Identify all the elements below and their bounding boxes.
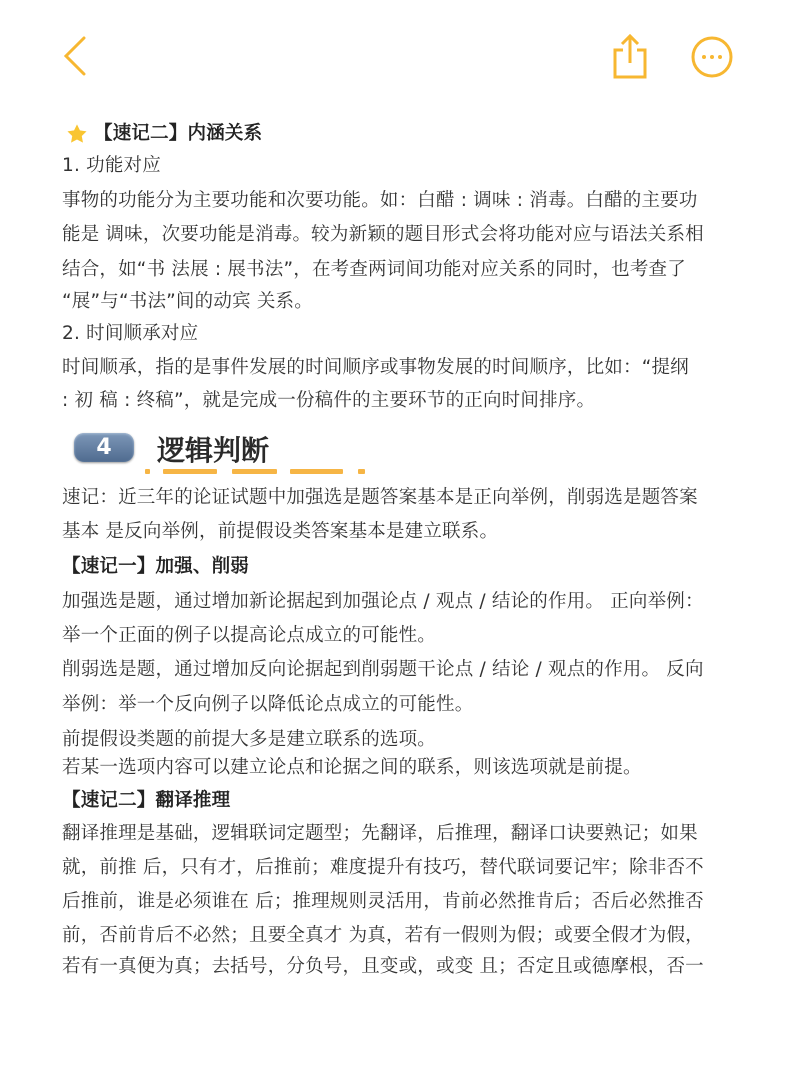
paragraph-line: 若某一选项内容可以建立论点和论据之间的联系，则该选项就是前提。	[62, 757, 642, 778]
star-icon	[66, 123, 88, 145]
paragraph-line: 能是 调味，次要功能是消毒。较为新颖的题目形式会将功能对应与语法关系相	[62, 224, 704, 245]
paragraph-line: 翻译推理是基础，逻辑联词定题型；先翻译，后推理，翻译口诀要熟记；如果	[62, 823, 698, 844]
underline-dash	[290, 469, 343, 474]
paragraph-line: 基本 是反向举例，前提假设类答案基本是建立联系。	[62, 521, 499, 542]
item-title: 1. 功能对应	[62, 155, 161, 176]
paragraph-line: 前，否前肯后不必然；且要全真才 为真，若有一假则为假；或要全假才为假，	[62, 925, 704, 946]
paragraph-line: 前提假设类题的前提大多是建立联系的选项。	[62, 729, 437, 750]
subsection-heading: 【速记二】翻译推理	[62, 790, 231, 811]
underline-dash	[145, 469, 150, 474]
paragraph-line: 时间顺承，指的是事件发展的时间顺序或事物发展的时间顺序，比如：“提纲	[62, 357, 689, 378]
paragraph-line: 速记：近三年的论证试题中加强选是题答案基本是正向举例，削弱选是题答案	[62, 487, 698, 508]
paragraph-line: 加强选是题，通过增加新论据起到加强论点 / 观点 / 结论的作用。 正向举例：	[62, 591, 704, 612]
chevron-left-icon[interactable]	[60, 36, 90, 76]
underline-dash	[163, 469, 217, 474]
paragraph-line: “展”与“书法”间的动宾 关系。	[62, 291, 313, 312]
share-icon[interactable]	[610, 32, 650, 80]
paragraph-line: 若有一真便为真；去括号，分负号，且变或，或变 且；否定且或德摩根，否一	[62, 956, 704, 977]
section-heading: 【速记二】内涵关系	[94, 123, 263, 144]
paragraph-line: : 初 稿 : 终稿”，就是完成一份稿件的主要环节的正向时间排序。	[62, 390, 596, 411]
section-title: 逻辑判断	[157, 434, 270, 467]
paragraph-line: 举例：举一个反向例子以降低论点成立的可能性。	[62, 694, 474, 715]
subsection-heading: 【速记一】加强、削弱	[62, 556, 250, 577]
paragraph-line: 结合，如“书 法展 : 展书法”，在考查两词间功能对应关系的同时，也考查了	[62, 259, 686, 280]
paragraph-line: 就，前推 后，只有才，后推前；难度提升有技巧，替代联词要记牢；除非否不	[62, 857, 704, 878]
underline-dash	[232, 469, 277, 474]
section-number-badge: 4	[74, 433, 134, 462]
paragraph-line: 举一个正面的例子以提高论点成立的可能性。	[62, 625, 437, 646]
item-title: 2. 时间顺承对应	[62, 323, 199, 344]
paragraph-line: 后推前，谁是必须谁在 后；推理规则灵活用，肯前必然推肯后；否后必然推否	[62, 891, 704, 912]
paragraph-line: 事物的功能分为主要功能和次要功能。如：白醋 : 调味 : 消毒。白醋的主要功	[62, 190, 698, 211]
paragraph-line: 削弱选是题，通过增加反向论据起到削弱题干论点 / 结论 / 观点的作用。 反向	[62, 659, 704, 680]
underline-dash	[358, 469, 365, 474]
more-icon[interactable]	[690, 35, 734, 79]
